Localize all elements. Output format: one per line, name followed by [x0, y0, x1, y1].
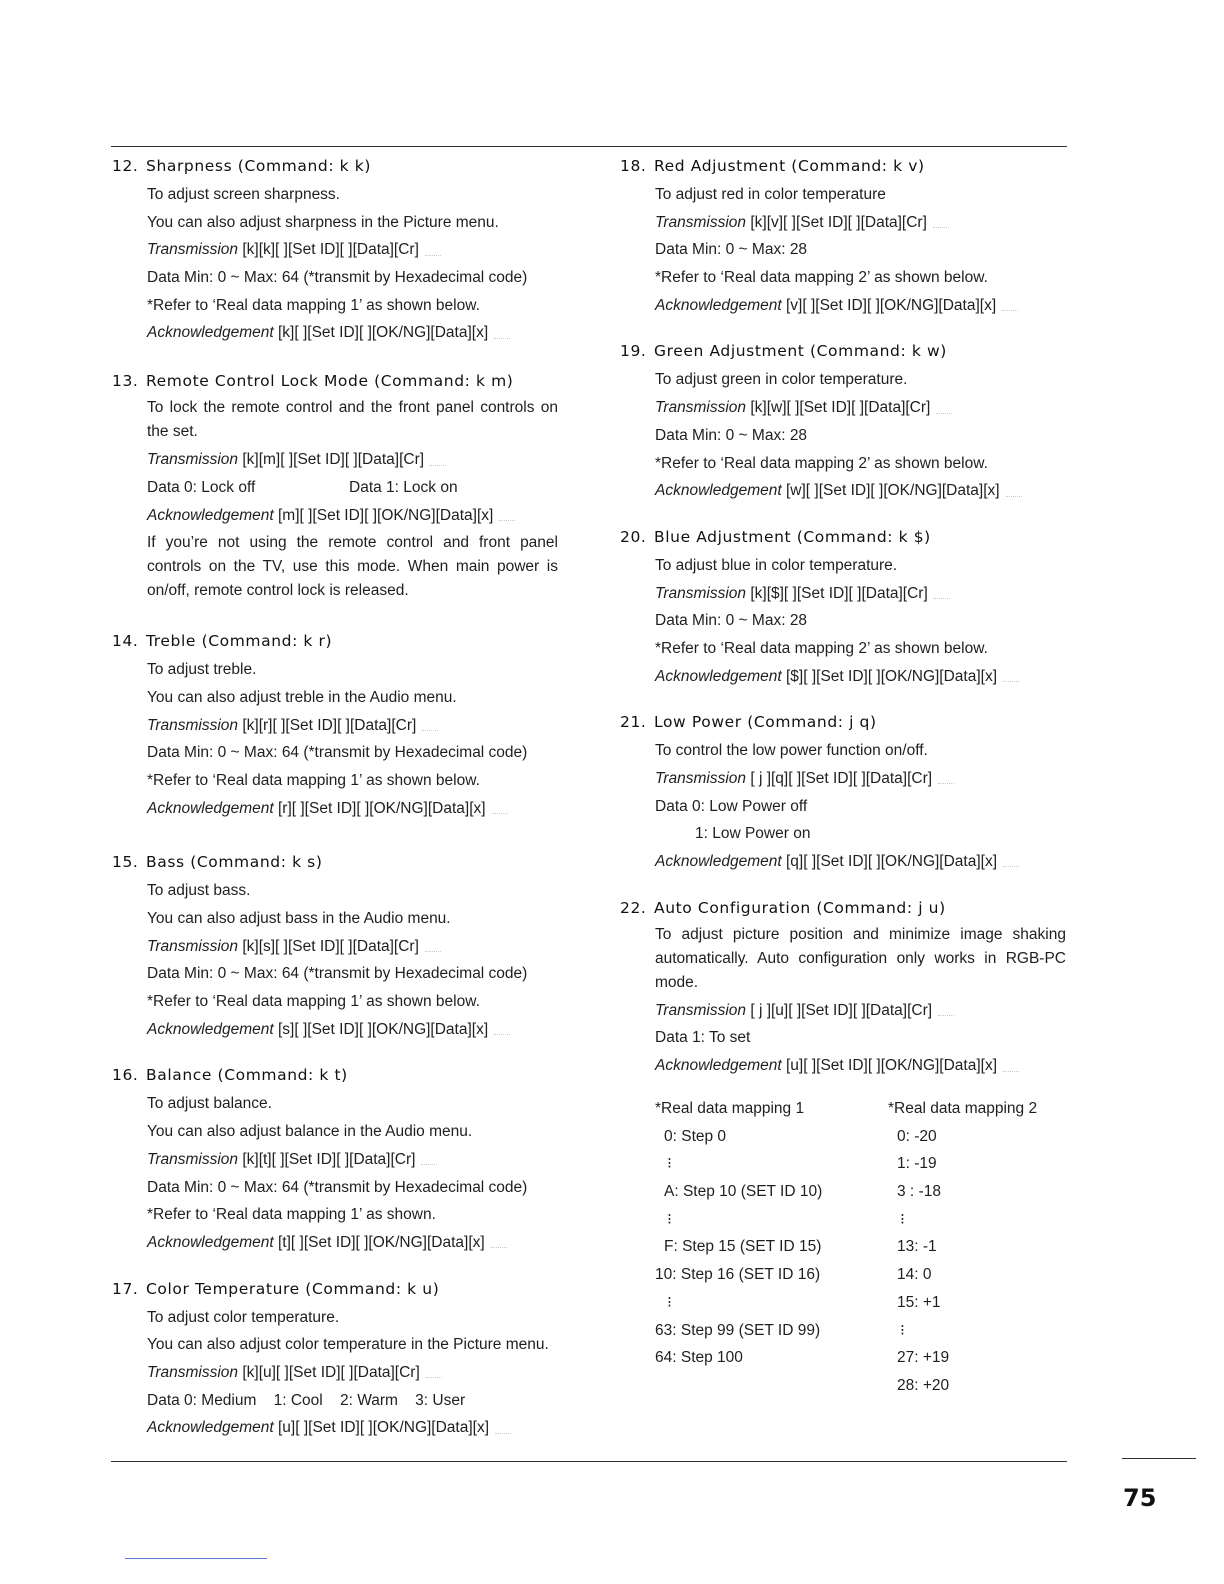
- mapping-row: 14: 0: [897, 1266, 932, 1284]
- transmission-line: Transmission [k][t][ ][Set ID][ ][Data][Cr]: [147, 1146, 558, 1174]
- section-heading: 20. Blue Adjustment (Command: k $): [620, 527, 931, 546]
- transmission-line: Transmission [ j ][q][ ][Set ID][ ][Data][Cr]: [655, 765, 1066, 793]
- section-heading: 17. Color Temperature (Command: k u): [112, 1279, 440, 1298]
- transmission-line: Transmission [k][u][ ][Set ID][ ][Data][Cr]: [147, 1359, 558, 1387]
- section-heading: 22. Auto Configuration (Command: j u): [620, 898, 946, 917]
- section-heading: 15. Bass (Command: k s): [112, 853, 323, 872]
- right-column: [620, 154, 1066, 1100]
- data-values: Data 0: Lock off Data 1: Lock on: [147, 478, 458, 496]
- section-balance: 16. Balance (Command: k t) To adjust balance. You can also adjust balance in the Audio menu. Transmission [k][t][ ][Set ID][ ][Data][Cr] Data Min: 0 ~ Max: 64 (*transmit by Hexadecimal code) *Refer to ‘Real data mapping 1’ as shown. Acknowledgement [t][ ][Set ID][ ][OK/NG][Data][x]: [112, 1063, 558, 1256]
- acknowledgement-line: Acknowledgement [u][ ][Set ID][ ][OK/NG][Data][x]: [655, 1052, 1066, 1080]
- mapping-row: 64: Step 100: [655, 1349, 743, 1367]
- section-auto-configuration: 22. Auto Configuration (Command: j u) To adjust picture position and minimize image shaking automatically. Auto configuration only works in RGB-PC mode. Transmission [ j ][u][ ][Set ID][ ][Data][Cr] Data 1: To set Acknowledgement [u][ ][Set ID][ ][OK/NG][Data][x]: [620, 896, 1066, 1080]
- mapping-title: *Real data mapping 2: [888, 1100, 1038, 1117]
- mapping-row: ⁝: [900, 1321, 905, 1339]
- mapping-row: 15: +1: [897, 1293, 941, 1311]
- mapping-row: 13: -1: [897, 1238, 937, 1256]
- acknowledgement-line: Acknowledgement [t][ ][Set ID][ ][OK/NG][Data][x]: [147, 1229, 558, 1257]
- acknowledgement-line: Acknowledgement [s][ ][Set ID][ ][OK/NG][Data][x]: [147, 1016, 558, 1044]
- mapping-2: [888, 1095, 1037, 1400]
- transmission-line: Transmission [k][v][ ][Set ID][ ][Data][Cr]: [655, 209, 1066, 237]
- mapping-row: 63: Step 99 (SET ID 99): [655, 1321, 821, 1339]
- section-bass: 15. Bass (Command: k s) To adjust bass. You can also adjust bass in the Audio menu. Transmission [k][s][ ][Set ID][ ][Data][Cr] Data Min: 0 ~ Max: 64 (*transmit by Hexadecimal code) *Refer to ‘Real data mapping 1’ as shown below. Acknowledgement [s][ ][Set ID][ ][OK/NG][Data][x]: [112, 850, 558, 1043]
- mapping-row: 27: +19: [897, 1349, 950, 1367]
- section-heading: 12. Sharpness (Command: k k): [112, 157, 371, 175]
- acknowledgement-line: Acknowledgement [k][ ][Set ID][ ][OK/NG][Data][x]: [147, 319, 558, 347]
- transmission-line: Transmission [k][s][ ][Set ID][ ][Data][Cr]: [147, 933, 558, 961]
- section-heading: 14. Treble (Command: k r): [112, 632, 333, 651]
- section-blue-adjustment: 20. Blue Adjustment (Command: k $) To adjust blue in color temperature. Transmission [k][$][ ][Set ID][ ][Data][Cr] Data Min: 0 ~ Max: 28 *Refer to ‘Real data mapping 2’ as shown below. Acknowledgement [$][ ][Set ID][ ][OK/NG][Data][x]: [620, 525, 1066, 690]
- mapping-1: [655, 1095, 888, 1400]
- mapping-row: 10: Step 16 (SET ID 16): [655, 1266, 821, 1284]
- section-red-adjustment: 18. Red Adjustment (Command: k v) To adjust red in color temperature Transmission [k][v][ ][Set ID][ ][Data][Cr] Data Min: 0 ~ Max: 28 *Refer to ‘Real data mapping 2’ as shown below. Acknowledgement [v][ ][Set ID][ ][OK/NG][Data][x]: [620, 154, 1066, 319]
- acknowledgement-line: Acknowledgement [v][ ][Set ID][ ][OK/NG][Data][x]: [655, 292, 1066, 320]
- mapping-row: ⁝: [667, 1210, 672, 1228]
- transmission-line: Transmission [k][$][ ][Set ID][ ][Data][Cr]: [655, 580, 1066, 608]
- section-heading: 21. Low Power (Command: j q): [620, 713, 877, 732]
- left-column: [112, 154, 558, 1462]
- section-heading: 13. Remote Control Lock Mode (Command: k m): [112, 372, 514, 391]
- real-data-mapping: [655, 1095, 1065, 1400]
- section-heading: 18. Red Adjustment (Command: k v): [620, 157, 925, 175]
- bottom-rule: [111, 1461, 1067, 1462]
- section-remote-lock: 13. Remote Control Lock Mode (Command: k m) To lock the remote control and the front panel controls on the set. Transmission [k][m][ ][Set ID][ ][Data][Cr] Data 0: Lock off Data 1: Lock on Acknowledgement [m][ ][Set ID][ ][OK/NG][Data][x] If you’re not using the remote control and front panel controls on the TV, use this mode. When main power is on/off, remote control lock is released.: [112, 369, 558, 603]
- mapping-row: ⁝: [667, 1155, 672, 1173]
- section-heading: 19. Green Adjustment (Command: k w): [620, 342, 947, 361]
- mapping-row: 28: +20: [897, 1376, 950, 1394]
- mapping-row: F: Step 15 (SET ID 15): [664, 1238, 822, 1256]
- mapping-title: *Real data mapping 1: [655, 1100, 805, 1117]
- mapping-row: ⁝: [900, 1210, 905, 1228]
- acknowledgement-line: Acknowledgement [r][ ][Set ID][ ][OK/NG][Data][x]: [147, 795, 558, 823]
- mapping-row: 0: -20: [897, 1127, 937, 1145]
- section-color-temperature: 17. Color Temperature (Command: k u) To adjust color temperature. You can also adjust color temperature in the Picture menu. Transmission [k][u][ ][Set ID][ ][Data][Cr] Data 0: Medium 1: Cool 2: Warm 3: User Acknowledgement [u][ ][Set ID][ ][OK/NG][Data][x]: [112, 1277, 558, 1442]
- acknowledgement-line: Acknowledgement [q][ ][Set ID][ ][OK/NG][Data][x]: [655, 848, 1066, 876]
- mapping-row: 0: Step 0: [664, 1127, 727, 1145]
- mapping-row: ⁝: [667, 1293, 672, 1311]
- section-green-adjustment: 19. Green Adjustment (Command: k w) To adjust green in color temperature. Transmission [k][w][ ][Set ID][ ][Data][Cr] Data Min: 0 ~ Max: 28 *Refer to ‘Real data mapping 2’ as shown below. Acknowledgement [w][ ][Set ID][ ][OK/NG][Data][x]: [620, 339, 1066, 504]
- link-underline: [125, 1558, 267, 1559]
- transmission-line: Transmission [k][m][ ][Set ID][ ][Data][Cr]: [147, 446, 558, 474]
- transmission-line: Transmission [k][k][ ][Set ID][ ][Data][Cr]: [147, 236, 558, 264]
- section-sharpness: 12. Sharpness (Command: k k) To adjust screen sharpness. You can also adjust sharpness in the Picture menu. Transmission [k][k][ ][Set ID][ ][Data][Cr] Data Min: 0 ~ Max: 64 (*transmit by Hexadecimal code) *Refer to ‘Real data mapping 1’ as shown below. Acknowledgement [k][ ][Set ID][ ][OK/NG][Data][x]: [112, 154, 558, 347]
- section-low-power: 21. Low Power (Command: j q) To control the low power function on/off. Transmission [ j ][q][ ][Set ID][ ][Data][Cr] Data 0: Low Power off 1: Low Power on Acknowledgement [q][ ][Set ID][ ][OK/NG][Data][x]: [620, 710, 1066, 875]
- mapping-row: 3 : -18: [897, 1183, 941, 1201]
- transmission-line: Transmission [ j ][u][ ][Set ID][ ][Data][Cr]: [655, 997, 1066, 1025]
- acknowledgement-line: Acknowledgement [$][ ][Set ID][ ][OK/NG][Data][x]: [655, 663, 1066, 691]
- section-treble: 14. Treble (Command: k r) To adjust treble. You can also adjust treble in the Audio menu. Transmission [k][r][ ][Set ID][ ][Data][Cr] Data Min: 0 ~ Max: 64 (*transmit by Hexadecimal code) *Refer to ‘Real data mapping 1’ as shown below. Acknowledgement [r][ ][Set ID][ ][OK/NG][Data][x]: [112, 629, 558, 822]
- mapping-row: A: Step 10 (SET ID 10): [664, 1183, 823, 1201]
- transmission-line: Transmission [k][w][ ][Set ID][ ][Data][Cr]: [655, 394, 1066, 422]
- transmission-line: Transmission [k][r][ ][Set ID][ ][Data][Cr]: [147, 712, 558, 740]
- page-number: 75: [1123, 1484, 1157, 1512]
- section-heading: 16. Balance (Command: k t): [112, 1066, 348, 1085]
- acknowledgement-line: Acknowledgement [u][ ][Set ID][ ][OK/NG][Data][x]: [147, 1414, 558, 1442]
- acknowledgement-line: Acknowledgement [m][ ][Set ID][ ][OK/NG][Data][x]: [147, 502, 558, 530]
- page-number-rule: [1122, 1458, 1196, 1459]
- top-rule: [111, 146, 1067, 147]
- mapping-row: 1: -19: [897, 1155, 937, 1173]
- acknowledgement-line: Acknowledgement [w][ ][Set ID][ ][OK/NG][Data][x]: [655, 477, 1066, 505]
